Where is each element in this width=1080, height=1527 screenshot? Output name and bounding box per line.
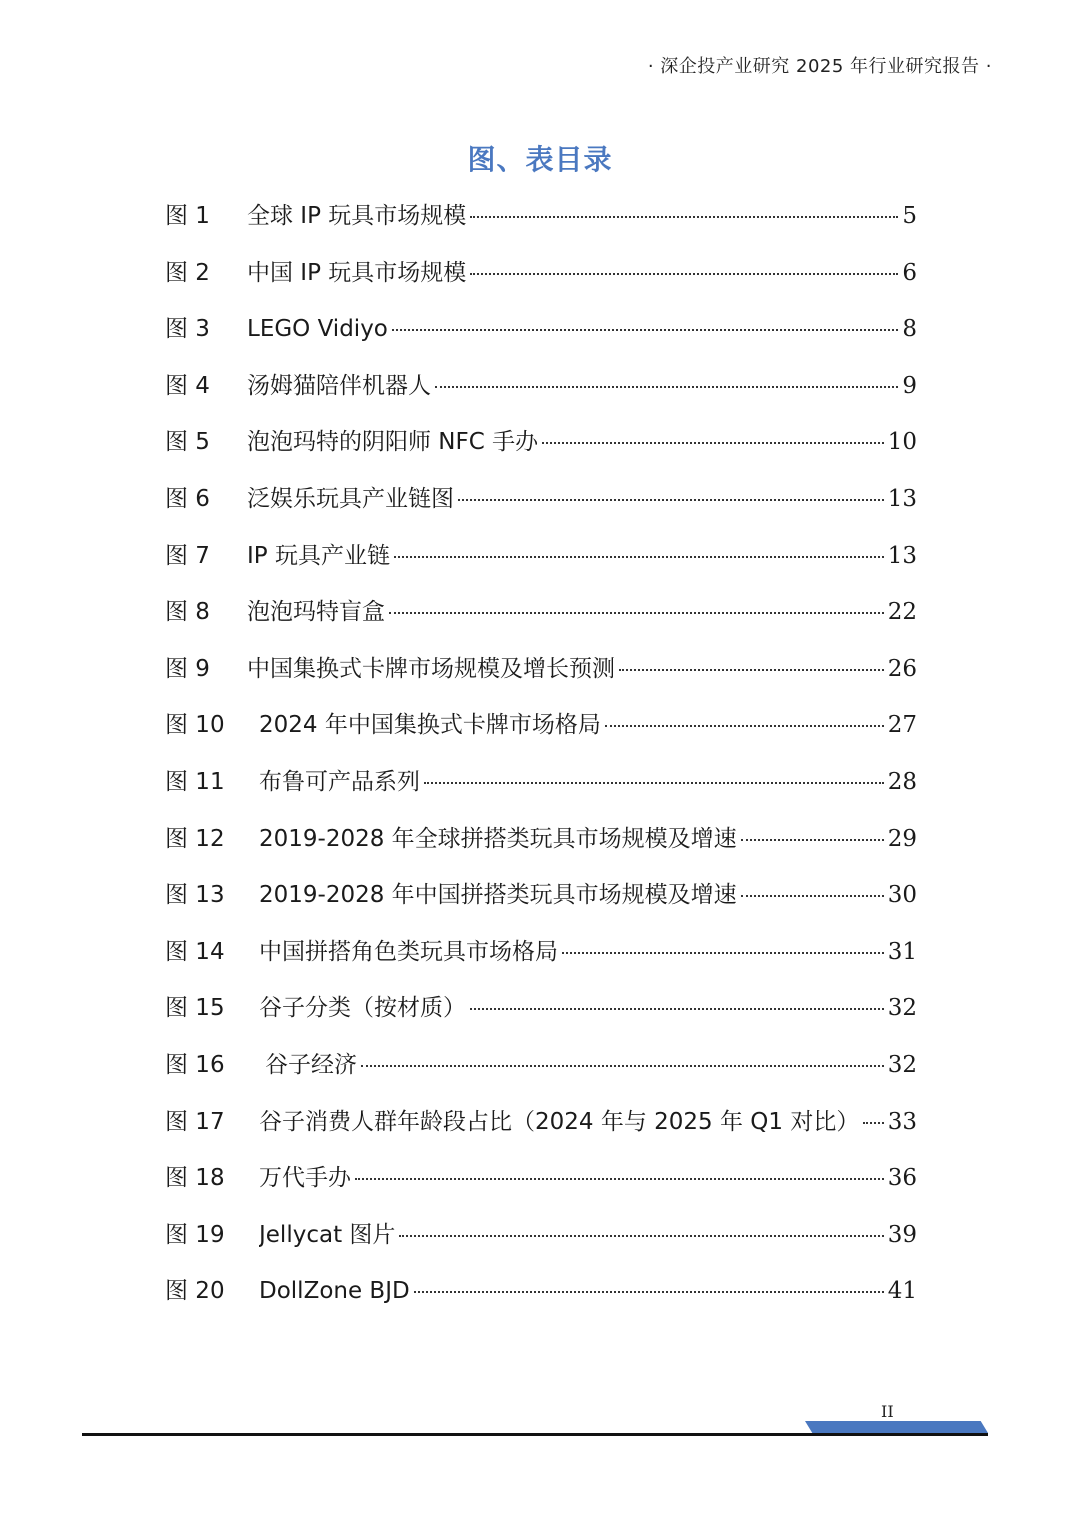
toc-entry-label: 图 5 xyxy=(165,429,210,456)
toc-entry-title: 泡泡玛特的阴阳师 NFC 手办 xyxy=(247,429,539,456)
toc-entry-label: 图 4 xyxy=(165,372,210,399)
dot-leader xyxy=(361,1065,884,1067)
toc-entry-title: 谷子分类（按材质） xyxy=(259,995,466,1022)
toc-entry-page: 10 xyxy=(887,429,917,456)
toc-entry-title: 万代手办 xyxy=(259,1165,351,1192)
dot-leader xyxy=(542,442,884,444)
dot-leader xyxy=(470,1008,884,1010)
dot-leader xyxy=(470,216,898,218)
toc-entry-page: 32 xyxy=(887,1051,917,1078)
running-header: · 深企投产业研究 2025 年行业研究报告 · xyxy=(647,56,992,77)
toc-entry-page: 28 xyxy=(887,768,917,795)
toc-entry-title: 全球 IP 玩具市场规模 xyxy=(247,203,467,229)
dot-leader xyxy=(355,1178,884,1180)
toc-entry-title: LEGO Vidiyo xyxy=(247,316,388,343)
toc-entry-label: 图 15 xyxy=(165,995,225,1022)
page-number: II xyxy=(881,1402,894,1421)
toc-entry[interactable] xyxy=(165,528,917,585)
dot-leader xyxy=(392,329,898,331)
toc-entry-page: 39 xyxy=(887,1221,917,1248)
dot-leader xyxy=(399,1235,883,1237)
toc-entry-page: 8 xyxy=(902,316,917,343)
toc-entry-page: 29 xyxy=(887,825,917,852)
toc-entry-label: 图 6 xyxy=(165,485,210,512)
toc-entry[interactable] xyxy=(165,188,917,245)
toc-entry-title: 泡泡玛特盲盒 xyxy=(247,599,385,626)
toc-entry[interactable] xyxy=(165,980,917,1037)
toc-entry[interactable] xyxy=(165,754,917,811)
toc-entry[interactable] xyxy=(165,1207,917,1264)
toc-entry-title: 2019-2028 年全球拼搭类玩具市场规模及增速 xyxy=(259,825,737,852)
toc-entry-page: 13 xyxy=(887,542,917,569)
dot-leader xyxy=(562,952,884,954)
toc-entry-label: 图 20 xyxy=(165,1278,225,1305)
dot-leader xyxy=(605,725,884,727)
toc-entry-page: 31 xyxy=(887,938,917,965)
toc-entry-page: 6 xyxy=(902,259,917,286)
toc-entry-label: 图 16 xyxy=(165,1051,225,1078)
dot-leader xyxy=(741,839,884,841)
toc-entry[interactable] xyxy=(165,301,917,358)
toc-entry-label: 图 17 xyxy=(165,1108,225,1135)
toc-entry-label: 图 3 xyxy=(165,316,210,343)
footer-accent-bar xyxy=(805,1421,988,1433)
toc-entry-title: 汤姆猫陪伴机器人 xyxy=(247,372,431,399)
dot-leader xyxy=(458,499,884,501)
toc-entry-page: 13 xyxy=(887,485,917,512)
footer-rule xyxy=(82,1433,988,1436)
toc-entry-title: 中国 IP 玩具市场规模 xyxy=(247,259,467,286)
dot-leader xyxy=(741,895,884,897)
toc-entry[interactable] xyxy=(165,414,917,471)
toc-entry[interactable] xyxy=(165,924,917,981)
toc-entry[interactable] xyxy=(165,1094,917,1151)
toc-entry[interactable] xyxy=(165,358,917,415)
toc-entry-title: 2024 年中国集换式卡牌市场格局 xyxy=(259,712,601,739)
toc-entry-label: 图 11 xyxy=(165,768,225,795)
toc-entry[interactable] xyxy=(165,811,917,868)
toc-entry-title: DollZone BJD xyxy=(259,1278,410,1305)
toc-entry-page: 33 xyxy=(887,1108,917,1135)
toc-entry-label: 图 10 xyxy=(165,712,225,739)
toc-entry-title: 谷子经济 xyxy=(265,1051,357,1078)
toc-entry-page: 9 xyxy=(902,372,917,399)
toc-entry[interactable] xyxy=(165,1150,917,1207)
toc-entry-title: 布鲁可产品系列 xyxy=(259,768,420,795)
toc-entry-page: 5 xyxy=(902,203,917,229)
dot-leader xyxy=(394,556,884,558)
toc-entry-title: IP 玩具产业链 xyxy=(247,542,390,569)
toc-entry-page: 36 xyxy=(887,1165,917,1192)
toc-entry-label: 图 8 xyxy=(165,599,210,626)
toc-entry-label: 图 13 xyxy=(165,882,225,909)
toc-entry[interactable] xyxy=(165,641,917,698)
toc-entry-label: 图 12 xyxy=(165,825,225,852)
toc-entry-label: 图 1 xyxy=(165,203,210,229)
toc-entry-page: 22 xyxy=(887,599,917,626)
toc-entry-page: 32 xyxy=(887,995,917,1022)
toc-entry[interactable] xyxy=(165,867,917,924)
toc-entry-page: 41 xyxy=(887,1278,917,1305)
toc-entry[interactable] xyxy=(165,245,917,302)
toc-entry[interactable] xyxy=(165,1037,917,1094)
dot-leader xyxy=(470,273,898,275)
toc-entry-label: 图 7 xyxy=(165,542,210,569)
toc-entry-title: 2019-2028 年中国拼搭类玩具市场规模及增速 xyxy=(259,882,737,909)
toc-entry-title: Jellycat 图片 xyxy=(259,1221,396,1248)
toc-entry-title: 中国拼搭角色类玩具市场格局 xyxy=(259,938,558,965)
dot-leader xyxy=(619,669,884,671)
toc-entry-page: 30 xyxy=(887,882,917,909)
toc-entry-label: 图 18 xyxy=(165,1165,225,1192)
toc-entry-title: 谷子消费人群年龄段占比（2024 年与 2025 年 Q1 对比） xyxy=(259,1108,860,1135)
toc-entry-title: 泛娱乐玩具产业链图 xyxy=(247,485,454,512)
toc-entry[interactable] xyxy=(165,697,917,754)
dot-leader xyxy=(424,782,884,784)
toc-entry-label: 图 9 xyxy=(165,655,210,682)
toc-entry-label: 图 14 xyxy=(165,938,225,965)
toc-title: 图、表目录 xyxy=(467,143,613,176)
toc-entry-page: 26 xyxy=(887,655,917,682)
toc-entry[interactable] xyxy=(165,584,917,641)
toc-entry-title: 中国集换式卡牌市场规模及增长预测 xyxy=(247,655,615,682)
toc-entry[interactable] xyxy=(165,471,917,528)
dot-leader xyxy=(863,1122,883,1124)
toc-entry-label: 图 2 xyxy=(165,259,210,286)
dot-leader xyxy=(389,612,884,614)
dot-leader xyxy=(435,386,898,388)
figure-toc-list xyxy=(165,188,917,1320)
toc-entry-page: 27 xyxy=(887,712,917,739)
toc-entry[interactable] xyxy=(165,1263,917,1320)
dot-leader xyxy=(414,1291,884,1293)
toc-entry-label: 图 19 xyxy=(165,1221,225,1248)
